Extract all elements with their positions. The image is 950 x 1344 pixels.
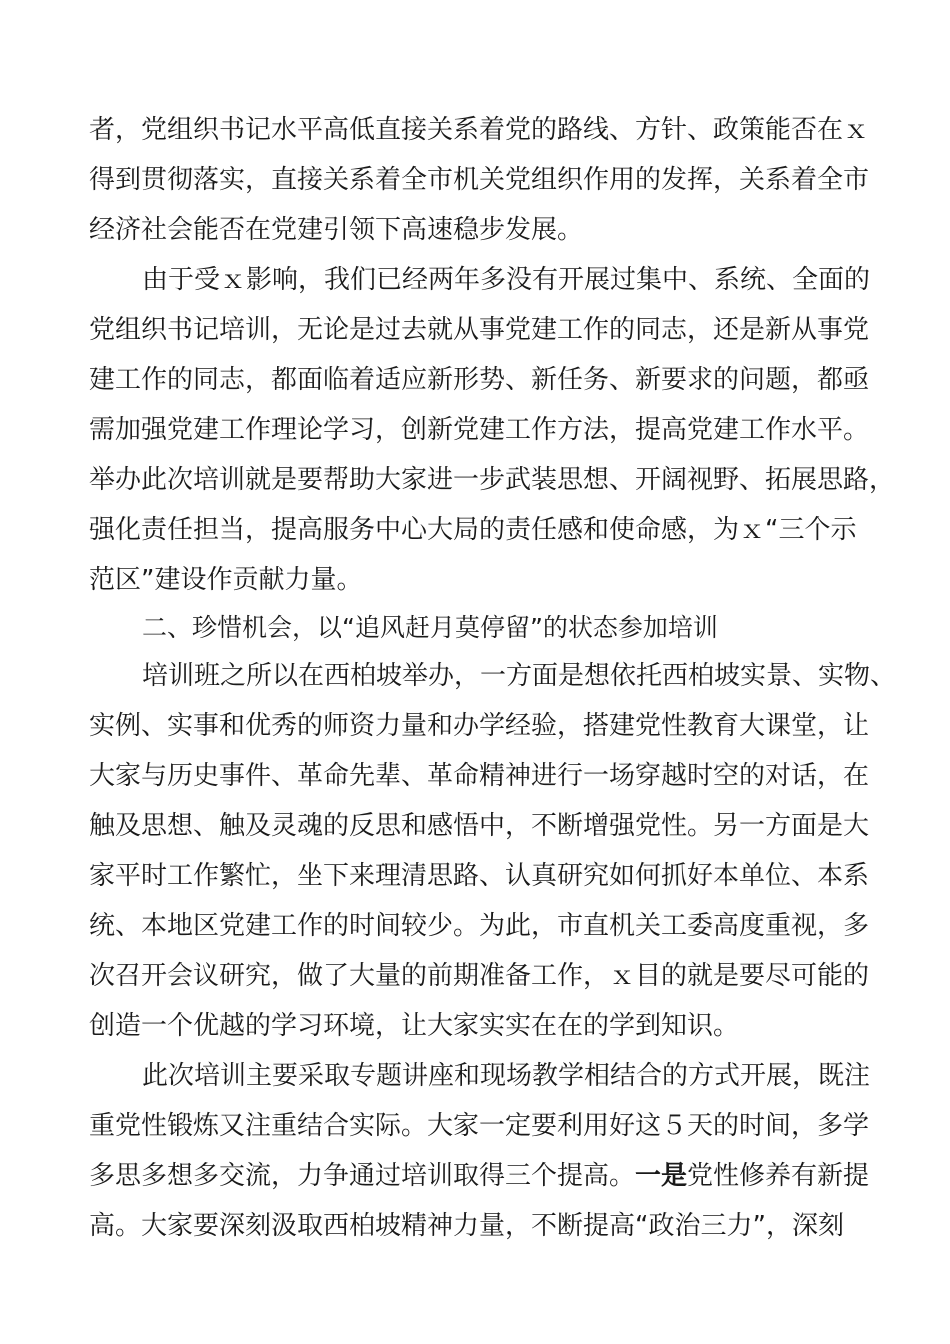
- text-line: 高。大家要深刻汲取西柏坡精神力量，不断提高“政治三力”，深刻: [89, 1211, 844, 1241]
- text-line: 大家与历史事件、革命先辈、革命精神进行一场穿越时空的对话，在: [89, 761, 870, 791]
- text-line: 范区”建设作贡献力量。: [89, 565, 363, 595]
- text-line: 触及思想、触及灵魂的反思和感悟中，不断增强党性。另一方面是大: [89, 811, 870, 841]
- text-line: 党组织书记培训，无论是过去就从事党建工作的同志，还是新从事党: [89, 315, 870, 345]
- text-segment: 党性修养有新提: [687, 1161, 870, 1191]
- text-line: 次召开会议研究，做了大量的前期准备工作，ｘ目的就是要尽可能的: [89, 961, 870, 991]
- text-line: 经济社会能否在党建引领下高速稳步发展。: [89, 215, 584, 245]
- text-line: 需加强党建工作理论学习，创新党建工作方法，提高党建工作水平。: [89, 415, 870, 445]
- text-line: 此次培训主要采取专题讲座和现场教学相结合的方式开展，既注: [142, 1061, 871, 1091]
- text-line: 重党性锻炼又注重结合实际。大家一定要利用好这５天的时间，多学: [89, 1111, 870, 1141]
- text-line: 培训班之所以在西柏坡举办，一方面是想依托西柏坡实景、实物、: [142, 661, 897, 691]
- text-line: 统、本地区党建工作的时间较少。为此，市直机关工委高度重视，多: [89, 911, 870, 941]
- text-line: 建工作的同志，都面临着适应新形势、新任务、新要求的问题，都亟: [89, 365, 870, 395]
- text-line: 者，党组织书记水平高低直接关系着党的路线、方针、政策能否在ｘ: [89, 115, 870, 145]
- bold-marker: 一是: [635, 1161, 688, 1191]
- text-line: 得到贯彻落实，直接关系着全市机关党组织作用的发挥，关系着全市: [89, 165, 870, 195]
- text-line: 创造一个优越的学习环境，让大家实实在在的学到知识。: [89, 1011, 740, 1041]
- text-line: 强化责任担当，提高服务中心大局的责任感和使命感，为ｘ“三个示: [89, 515, 857, 545]
- text-line: 举办此次培训就是要帮助大家进一步武装思想、开阔视野、拓展思路，: [89, 465, 896, 495]
- text-line: [89, 1158, 869, 1194]
- text-line: 实例、实事和优秀的师资力量和办学经验，搭建党性教育大课堂，让: [89, 711, 870, 741]
- section-heading: 二、珍惜机会，以“追风赶月莫停留”的状态参加培训: [142, 613, 718, 642]
- text-line: 家平时工作繁忙，坐下来理清思路、认真研究如何抓好本单位、本系: [89, 861, 870, 891]
- text-line: 由于受ｘ影响，我们已经两年多没有开展过集中、系统、全面的: [142, 265, 871, 295]
- text-segment: 多思多想多交流，力争通过培训取得三个提高。: [89, 1161, 636, 1191]
